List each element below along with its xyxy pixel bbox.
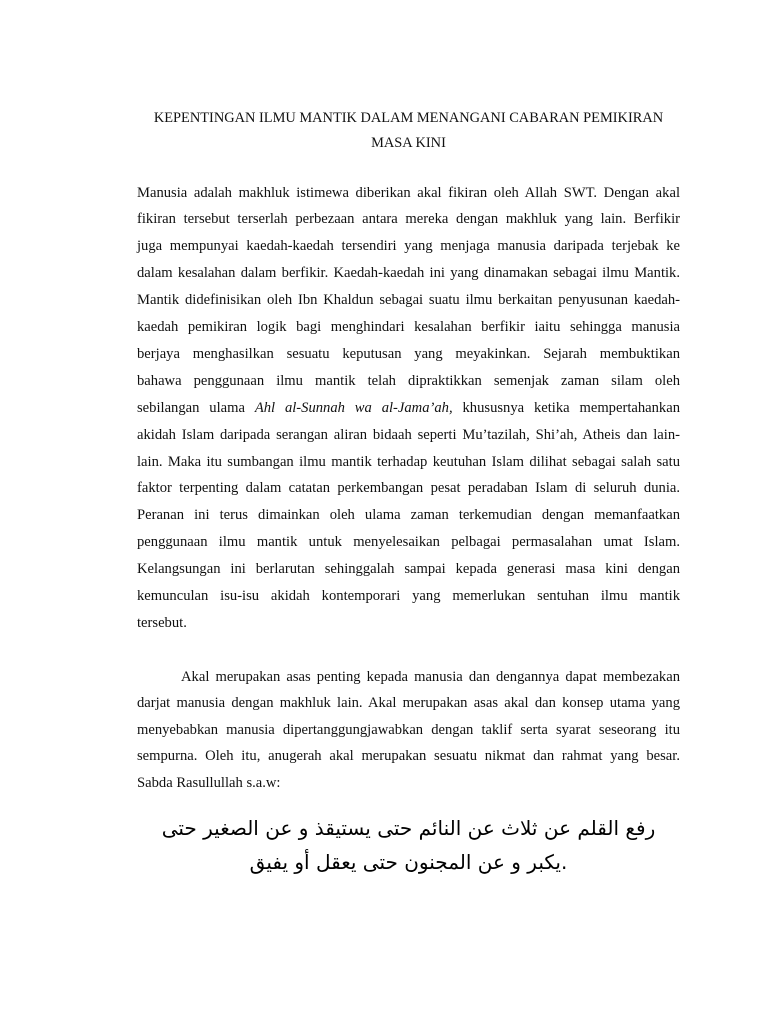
title-line: KEPENTINGAN ILMU MANTIK DALAM MENANGANI CABARAN PEMIKIRAN — [153, 109, 664, 126]
body-line: lain. Maka itu sumbangan ilmu mantik terhadap keutuhan Islam dilihat sebagai salah satu — [137, 453, 680, 470]
body-line: Akal merupakan asas penting kepada manusia dan dengannya dapat membezakan — [181, 668, 680, 685]
body-line: faktor terpenting dalam catatan perkembangan pesat peradaban Islam di seluruh dunia. — [137, 480, 680, 497]
italic-term: Ahl al-Sunnah wa al-Jama’ah, — [254, 399, 453, 416]
hadith-line: يكبر و عن المجنون حتى يعقل أو يفيق. — [249, 850, 568, 874]
body-line: berjaya menghasilkan sesuatu keputusan yang meyakinkan. Sejarah membuktikan — [137, 345, 680, 362]
body-line: menyebabkan manusia dipertanggungjawabkan dengan taklif serta syarat seseorang itu — [137, 721, 680, 738]
hadith-quote — [137, 811, 680, 879]
body-line: Mantik didefinisikan oleh Ibn Khaldun sebagai suatu ilmu berkaitan penyusunan kaedah- — [137, 292, 680, 309]
body-line: fikiran tersebut terserlah perbezaan antara mereka dengan makhluk yang lain. Berfikir — [137, 211, 680, 228]
body-line: juga mempunyai kaedah-kaedah tersendiri yang menjaga manusia daripada terjebak ke — [137, 238, 680, 255]
body-line: kemunculan isu-isu akidah kontemporari yang memerlukan sentuhan ilmu mantik — [137, 588, 680, 605]
body-line — [137, 395, 680, 422]
body-line: Kelangsungan ini berlarutan sehinggalah sampai kepada generasi masa kini dengan — [137, 561, 680, 578]
body-line: Manusia adalah makhluk istimewa diberikan akal fikiran oleh Allah SWT. Dengan akal — [137, 184, 680, 201]
body-line: dalam kesalahan dalam berfikir. Kaedah-kaedah ini yang dinamakan sebagai ilmu Mantik. — [137, 265, 680, 282]
document-title — [137, 106, 680, 156]
body-text: khususnya ketika mempertahankan — [462, 399, 680, 416]
body-line: sempurna. Oleh itu, anugerah akal merupakan sesuatu nikmat dan rahmat yang besar. — [137, 748, 680, 765]
body-text: sebilangan ulama — [137, 399, 245, 416]
body-line: darjat manusia dengan makhluk lain. Akal merupakan asas akal dan konsep utama yang — [137, 695, 680, 712]
paragraph-1 — [137, 180, 680, 637]
body-line: bahawa penggunaan ilmu mantik telah dipraktikkan semenjak zaman silam oleh — [137, 372, 680, 389]
body-line: tersebut. — [137, 615, 187, 631]
body-line: penggunaan ilmu mantik untuk menyelesaikan pelbagai permasalahan umat Islam. — [137, 534, 680, 551]
body-line: kaedah pemikiran logik bagi menghindari kesalahan berfikir iaitu sehingga manusia — [137, 319, 680, 336]
body-line: Sabda Rasullullah s.a.w: — [137, 774, 281, 791]
body-line: akidah Islam daripada serangan aliran bidaah seperti Mu’tazilah, Shi’ah, Atheis dan lain- — [137, 426, 680, 443]
hadith-line: رفع القلم عن ثلاث عن النائم حتى يستيقذ و عن الصغير حتى — [161, 816, 656, 840]
body-line: Peranan ini terus dimainkan oleh ulama zaman terkemudian dengan memanfaatkan — [137, 507, 680, 524]
paragraph-2 — [137, 664, 680, 797]
title-line: MASA KINI — [371, 134, 446, 151]
